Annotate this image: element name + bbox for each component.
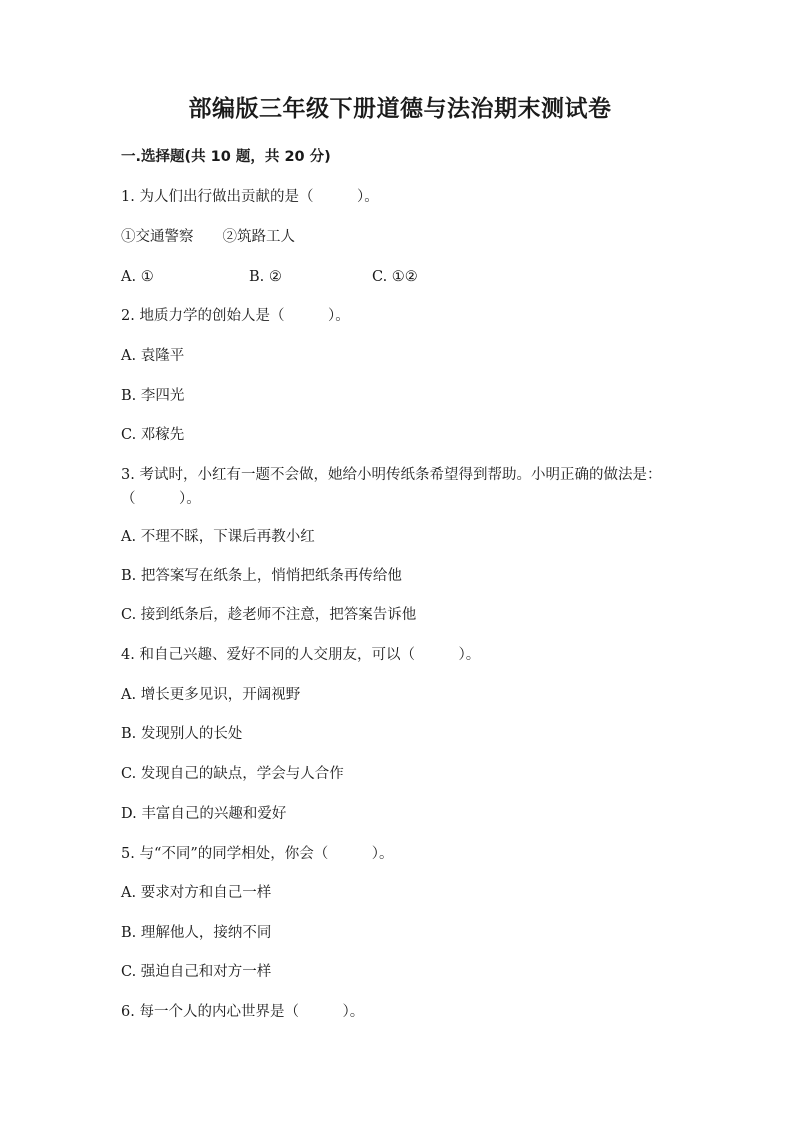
question-2-option-c: C. 邓稼先 [121,427,185,443]
question-4-option-a: A. 增长更多见识，开阔视野 [121,687,301,703]
question-1-option-c: C. ①② [372,269,418,285]
question-5-option-a: A. 要求对方和自己一样 [121,885,272,901]
question-3-option-c: C. 接到纸条后，趁老师不注意，把答案告诉他 [121,607,417,623]
question-3-option-b: B. 把答案写在纸条上，悄悄把纸条再传给他 [121,568,402,584]
question-1-items: ①交通警察 ②筑路工人 [121,229,295,245]
question-2-option-a: A. 袁隆平 [121,348,185,364]
question-1-option-b: B. ② [249,269,282,285]
question-4-option-d: D. 丰富自己的兴趣和爱好 [121,806,287,822]
document-title: 部编版三年级下册道德与法治期末测试卷 [188,96,612,122]
question-2-stem: 2. 地质力学的创始人是（ ）。 [121,308,350,324]
question-4-option-b: B. 发现别人的长处 [121,726,243,742]
question-3-option-a: A. 不理不睬，下课后再教小红 [121,529,315,545]
question-1-option-a: A. ① [121,269,154,285]
question-3-stem: 3. 考试时，小红有一题不会做，她给小明传纸条希望得到帮助。小明正确的做法是：（ ）。 [121,467,662,507]
question-2-option-b: B. 李四光 [121,388,185,404]
question-4-stem: 4. 和自己兴趣、爱好不同的人交朋友，可以（ ）。 [121,647,481,663]
question-4-option-c: C. 发现自己的缺点，学会与人合作 [121,766,344,782]
section-heading: 一.选择题(共 10 题，共 20 分) [121,149,331,165]
question-5-stem: 5. 与“不同”的同学相处，你会（ ）。 [121,846,394,862]
question-6-stem: 6. 每一个人的内心世界是（ ）。 [121,1004,365,1020]
question-5-option-c: C. 强迫自己和对方一样 [121,964,272,980]
question-5-option-b: B. 理解他人，接纳不同 [121,925,272,941]
question-1-stem: 1. 为人们出行做出贡献的是（ ）。 [121,189,379,205]
